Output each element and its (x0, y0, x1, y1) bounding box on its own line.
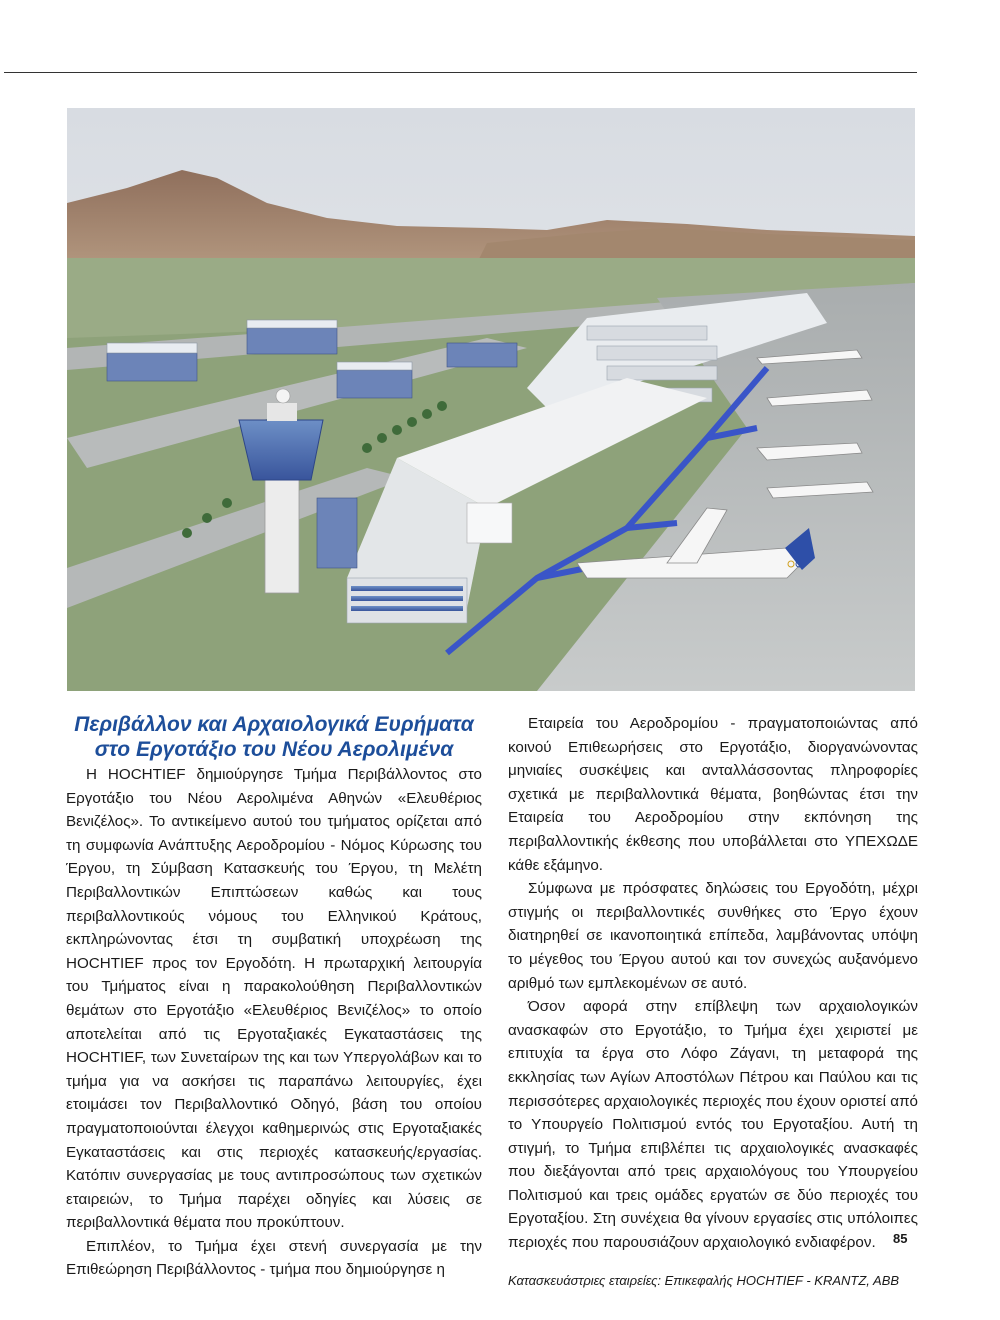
paragraph: Εταιρεία του Αεροδρομίου - πραγματοποιώντας από κοινού Επιθεωρήσεις στο Εργοτάξιο, διοργανώνοντας μηνιαίες συσκέψεις και ανταλλάσσοντας πληροφορίες σχετικά με περιβαλλοντικά θέματα, βοηθώντας έτσι την Εταιρεία του Αεροδρομίου στην εκπόνηση της περιβαλλοντικής έκθεσης που υποβάλλεται στο ΥΠΕΧΩΔΕ κάθε εξάμηνο. (508, 715, 918, 874)
paragraph: Επιπλέον, το Τμήμα έχει στενή συνεργασία με την Επιθεώρηση Περιβάλλοντος - τμήμα που δημιούργησε η (66, 1237, 482, 1279)
page-number: 85 (893, 1231, 908, 1246)
airport-rendering-image (67, 108, 915, 691)
contractors-caption: Κατασκευάστριες εταιρείες: Επικεφαλής HOCHTIEF - KRANTZ, ABB (508, 1272, 900, 1288)
article-heading-line1: Περιβάλλον και Αρχαιολογικά Ευρήματα (74, 713, 474, 736)
top-rule (4, 72, 917, 73)
article-heading (66, 712, 482, 762)
paragraph: Σύμφωνα με πρόσφατες δηλώσεις του Εργοδότη, μέχρι στιγμής οι περιβαλλοντικές συνθήκες στο Έργο έχουν διατηρηθεί σε ικανοποιητικά επίπεδα, λαμβάνοντας υπόψη το μέγεθος του Έργου αυτού και τον συνεχώς αυξανόμενο αριθμό των εμπλεκομένων σε αυτό. (508, 880, 918, 992)
article-left-column (66, 712, 482, 1282)
article-right-column (508, 712, 918, 1292)
article-heading-line2: στο Εργοτάξιο του Νέου Αερολιμένα (94, 738, 454, 761)
paragraph: Η HOCHTIEF δημιούργησε Τμήμα Περιβάλλοντος στο Εργοτάξιο του Νέου Αερολιμένα Αθηνών «Ελευθέριος Βενιζέλος». Το αντικείμενο αυτού του τμήματος ορίζεται από τη συμφωνία Ανάπτυξης Αεροδρομίου - Νόμος Κύρωσης του Έργου, τη Σύμβαση Κατασκευής του Έργου, τη Μελέτη Περιβαλλοντικών Επιπτώσεων καθώς και τους περιβαλλοντικούς νόμους του Ελληνικού Κράτους, εκπληρώνοντας έτσι τη συμβατική υποχρέωση της HOCHTIEF προς τον Εργοδότη. Η πρωταρχική λειτουργία του Τμήματος είναι η παρακολούθηση Περιβαλλοντικών θεμάτων στο Εργοτάξιο «Ελευθέριος Βενιζέλος» το οποίο αποτελείται από τις Εργοταξιακές Εγκαταστάσεις της HOCHTIEF, των Συνεταίρων της και των Υπεργολάβων και το τμήμα για να ασκήσει τις παραπάνω λειτουργίες, έχει ετοιμάσει τον Περιβαλλοντικό Οδηγό, βάση του οποίου πραγματοποιούνται έλεγχοι καθημερινώς στις Εργοταξιακές Εγκαταστάσεις και στις περιοχές κατασκευής/εργασίας. Κατόπιν συνεργασίας με τους αντιπροσώπους των σχετικών εταιρειών, το Τμήμα παρέχει οδηγίες και λύσεις σε περιβαλλοντικά θέματα που προκύπτουν. (66, 766, 482, 1232)
paragraph: Όσον αφορά στην επίβλεψη των αρχαιολογικών ανασκαφών στο Εργοτάξιο, το Τμήμα έχει χειριστεί με επιτυχία τα έργα στο Λόφο Ζάγανι, τη μεταφορά της εκκλησίας των Αγίων Αποστόλων Πέτρου και Παύλου και τις περισσότερες αρχαιολογικές περιοχές που έχουν οριστεί από το Υπουργείο Πολιτισμού εντός του Εργοταξίου. Αυτή τη στιγμή, το Τμήμα επιβλέπει τις αρχαιολογικές ανασκαφές που διεξάγονται από τρεις αρχαιολόγους του Υπουργείου Πολιτισμού και τρεις ομάδες εργατών σε δύο περιοχές του Εργοταξίου. Στη συνέχεια θα γίνουν εργασίες στις υπόλοιπες περιοχές που παρουσιάζουν αρχαιολογικό ενδιαφέρον. (508, 998, 918, 1252)
